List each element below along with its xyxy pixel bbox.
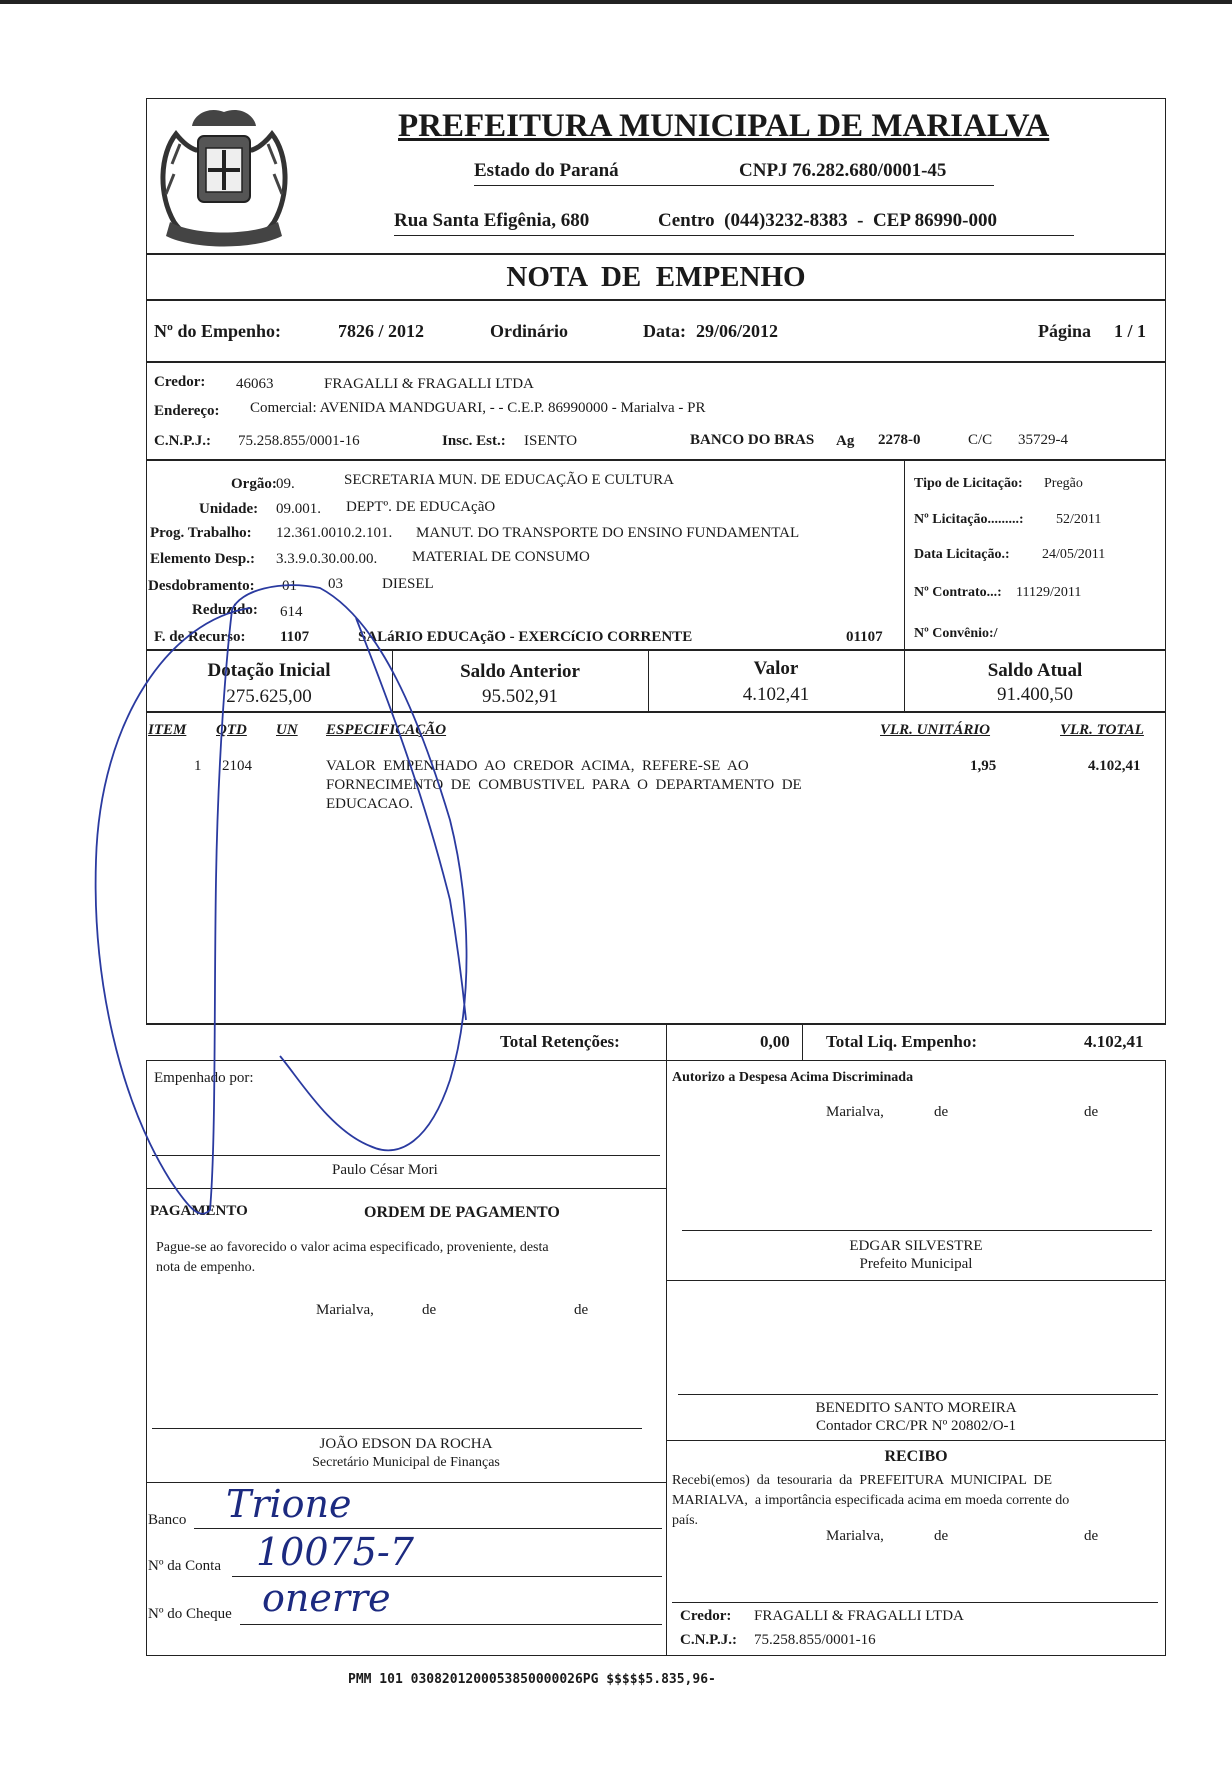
unidade-code: 09.001. xyxy=(276,501,321,517)
account-handwritten: 10075-7 xyxy=(256,1530,414,1574)
empenhado-label: Empenhado por: xyxy=(154,1070,254,1086)
page-label: Página xyxy=(1038,321,1092,341)
licitacao-number-label: Nº Licitação.........: xyxy=(914,512,1024,527)
insc-value: ISENTO xyxy=(524,433,578,449)
footer-code: PMM 101 0308201200053850000026PG $$$$$5.835,96- xyxy=(348,1672,716,1687)
item-espec-line-1: VALOR EMPENHADO AO CREDOR ACIMA, REFERE-SE AO xyxy=(326,758,749,774)
desd-code-2: 03 xyxy=(328,576,343,592)
reduzido-label: Reduzido: xyxy=(192,602,258,618)
liquido-value: 4.102,41 xyxy=(1084,1032,1144,1051)
bank-label: Banco xyxy=(148,1512,187,1528)
prog-code: 12.361.0010.2.101. xyxy=(276,525,393,541)
saldo-anterior-value: 95.502,91 xyxy=(482,686,558,707)
agency-number: 2278-0 xyxy=(878,432,921,448)
recibo-text-line-2: MARIALVA, a importância especificada acima em moeda corrente do xyxy=(672,1493,1070,1508)
item-number: 1 xyxy=(194,758,202,774)
page-number: 1 / 1 xyxy=(1114,321,1147,341)
autorizo-de-2: de xyxy=(1084,1104,1099,1120)
tipo-licitacao-label: Tipo de Licitação: xyxy=(914,476,1023,491)
recibo-title: RECIBO xyxy=(884,1448,948,1465)
recibo-credor-label: Credor: xyxy=(680,1608,732,1624)
recibo-text-line-1: Recebi(emos) da tesouraria da PREFEITURA MUNICIPAL DE xyxy=(672,1473,1053,1488)
payment-text-line-1: Pague-se ao favorecido o valor acima especificado, proveniente, desta xyxy=(156,1240,549,1255)
col-vlr-unit: VLR. UNITÁRIO xyxy=(880,722,991,738)
col-qtd: QTD xyxy=(216,722,247,738)
empenho-type: Ordinário xyxy=(490,321,569,341)
payment-label: PAGAMENTO xyxy=(150,1203,248,1219)
bank-handwritten: Trione xyxy=(226,1482,352,1526)
payment-de-2: de xyxy=(574,1302,589,1318)
doc-title: NOTA DE EMPENHO xyxy=(506,261,806,293)
retencoes-label: Total Retenções: xyxy=(500,1032,620,1051)
recibo-cnpj: 75.258.855/0001-16 xyxy=(754,1632,876,1648)
fonte-name: SALáRIO EDUCAçãO - EXERCíCIO CORRENTE xyxy=(358,629,693,645)
valor-label: Valor xyxy=(753,658,799,679)
item-qtd: 2104 xyxy=(222,758,252,774)
empenho-date: 29/06/2012 xyxy=(696,321,779,341)
payment-de-1: de xyxy=(422,1302,437,1318)
recibo-cnpj-label: C.N.P.J.: xyxy=(680,1632,737,1648)
elem-name: MATERIAL DE CONSUMO xyxy=(412,549,590,565)
mayor-name: EDGAR SILVESTRE xyxy=(849,1238,983,1254)
col-item: ITEM xyxy=(148,722,187,738)
saldo-anterior-label: Saldo Anterior xyxy=(460,661,580,682)
liquido-label: Total Liq. Empenho: xyxy=(826,1032,977,1051)
elem-code: 3.3.9.0.30.00.00. xyxy=(276,551,378,567)
col-vlr-total: VLR. TOTAL xyxy=(1060,722,1144,738)
mayor-title: Prefeito Municipal xyxy=(859,1256,973,1272)
dotacao-label: Dotação Inicial xyxy=(207,660,331,681)
account-number: 35729-4 xyxy=(1018,432,1068,448)
org-address: Rua Santa Efigênia, 680 xyxy=(394,210,590,231)
col-un: UN xyxy=(276,722,298,738)
fonte-label: F. de Recurso: xyxy=(154,629,246,645)
recibo-text-line-3: país. xyxy=(672,1513,699,1528)
credor-address: Comercial: AVENIDA MANDGUARI, - - C.E.P. 86990000 - Marialva - PR xyxy=(250,400,706,416)
autorizo-text: Autorizo a Despesa Acima Discriminada xyxy=(672,1070,914,1085)
accountant-name: BENEDITO SANTO MOREIRA xyxy=(815,1400,1017,1416)
insc-label: Insc. Est.: xyxy=(442,433,506,449)
autorizo-de-1: de xyxy=(934,1104,949,1120)
recibo-credor: FRAGALLI & FRAGALLI LTDA xyxy=(754,1608,964,1624)
contrato-number: 11129/2011 xyxy=(1016,585,1082,600)
org-cnpj: CNPJ 76.282.680/0001-45 xyxy=(739,160,947,181)
orgao-label: Orgão: xyxy=(231,476,277,492)
credor-label: Credor: xyxy=(154,374,206,390)
unidade-label: Unidade: xyxy=(199,501,259,517)
dotacao-value: 275.625,00 xyxy=(226,686,312,707)
licitacao-date: 24/05/2011 xyxy=(1042,547,1106,562)
elem-label: Elemento Desp.: xyxy=(150,551,255,567)
agency-label: Ag xyxy=(836,433,855,449)
cheque-handwritten: onerre xyxy=(262,1576,391,1620)
item-espec-line-2: FORNECIMENTO DE COMBUSTIVEL PARA O DEPARTAMENTO DE xyxy=(326,777,802,793)
recibo-de-2: de xyxy=(1084,1528,1099,1544)
retencoes-value: 0,00 xyxy=(760,1032,790,1051)
licitacao-date-label: Data Licitação.: xyxy=(914,547,1010,562)
col-espec: ESPECIFICAÇÃO xyxy=(326,722,447,738)
payment-city: Marialva, xyxy=(316,1302,374,1318)
desd-name: DIESEL xyxy=(382,576,434,592)
orgao-code: 09. xyxy=(276,476,295,492)
item-unit-price: 1,95 xyxy=(970,758,997,774)
org-contact: Centro (044)3232-8383 - CEP 86990-000 xyxy=(658,210,997,231)
item-espec-line-3: EDUCACAO. xyxy=(326,796,414,812)
valor-value: 4.102,41 xyxy=(742,684,810,705)
convenio-label: Nº Convênio:/ xyxy=(914,626,998,641)
state-name: Estado do Paraná xyxy=(474,160,619,181)
fonte-number: 01107 xyxy=(846,629,883,645)
account-label: C/C xyxy=(968,432,993,448)
payment-text-line-2: nota de empenho. xyxy=(156,1260,256,1275)
recibo-de-1: de xyxy=(934,1528,949,1544)
org-title: PREFEITURA MUNICIPAL DE MARIALVA xyxy=(398,108,1050,144)
credor-cnpj-label: C.N.P.J.: xyxy=(154,433,211,449)
reduzido-value: 614 xyxy=(280,604,303,620)
empenho-number-label: Nº do Empenho: xyxy=(154,321,281,341)
secretary-title: Secretário Municipal de Finanças xyxy=(312,1455,500,1470)
cheque-label: Nº do Cheque xyxy=(148,1606,232,1622)
credor-name: FRAGALLI & FRAGALLI LTDA xyxy=(324,376,534,392)
address-label: Endereço: xyxy=(154,403,220,419)
orgao-name: SECRETARIA MUN. DE EDUCAÇÃO E CULTURA xyxy=(344,472,674,488)
secretary-name: JOÃO EDSON DA ROCHA xyxy=(319,1436,493,1452)
tipo-licitacao: Pregão xyxy=(1044,476,1083,491)
credor-cnpj: 75.258.855/0001-16 xyxy=(238,433,360,449)
licitacao-number: 52/2011 xyxy=(1056,512,1102,527)
prog-name: MANUT. DO TRANSPORTE DO ENSINO FUNDAMENTAL xyxy=(416,525,800,541)
empenho-number: 7826 / 2012 xyxy=(338,321,425,341)
desd-code-1: 01 xyxy=(282,578,297,594)
unidade-name: DEPTº. DE EDUCAçãO xyxy=(346,499,496,515)
autorizo-city: Marialva, xyxy=(826,1104,884,1120)
bank-name: BANCO DO BRAS xyxy=(690,432,815,448)
contrato-label: Nº Contrato...: xyxy=(914,585,1002,600)
recibo-city: Marialva, xyxy=(826,1528,884,1544)
saldo-atual-label: Saldo Atual xyxy=(987,660,1083,681)
accountant-title: Contador CRC/PR Nº 20802/O-1 xyxy=(815,1418,1017,1434)
credor-code: 46063 xyxy=(236,376,274,392)
payment-order-title: ORDEM DE PAGAMENTO xyxy=(364,1204,560,1221)
account-label-field: Nº da Conta xyxy=(148,1558,221,1574)
fonte-code: 1107 xyxy=(280,629,310,645)
empenhado-name: Paulo César Mori xyxy=(332,1162,438,1178)
prog-label: Prog. Trabalho: xyxy=(150,525,252,541)
desd-label: Desdobramento: xyxy=(148,578,255,594)
item-total: 4.102,41 xyxy=(1088,758,1141,774)
saldo-atual-value: 91.400,50 xyxy=(997,684,1073,705)
empenho-date-label: Data: xyxy=(643,321,686,341)
